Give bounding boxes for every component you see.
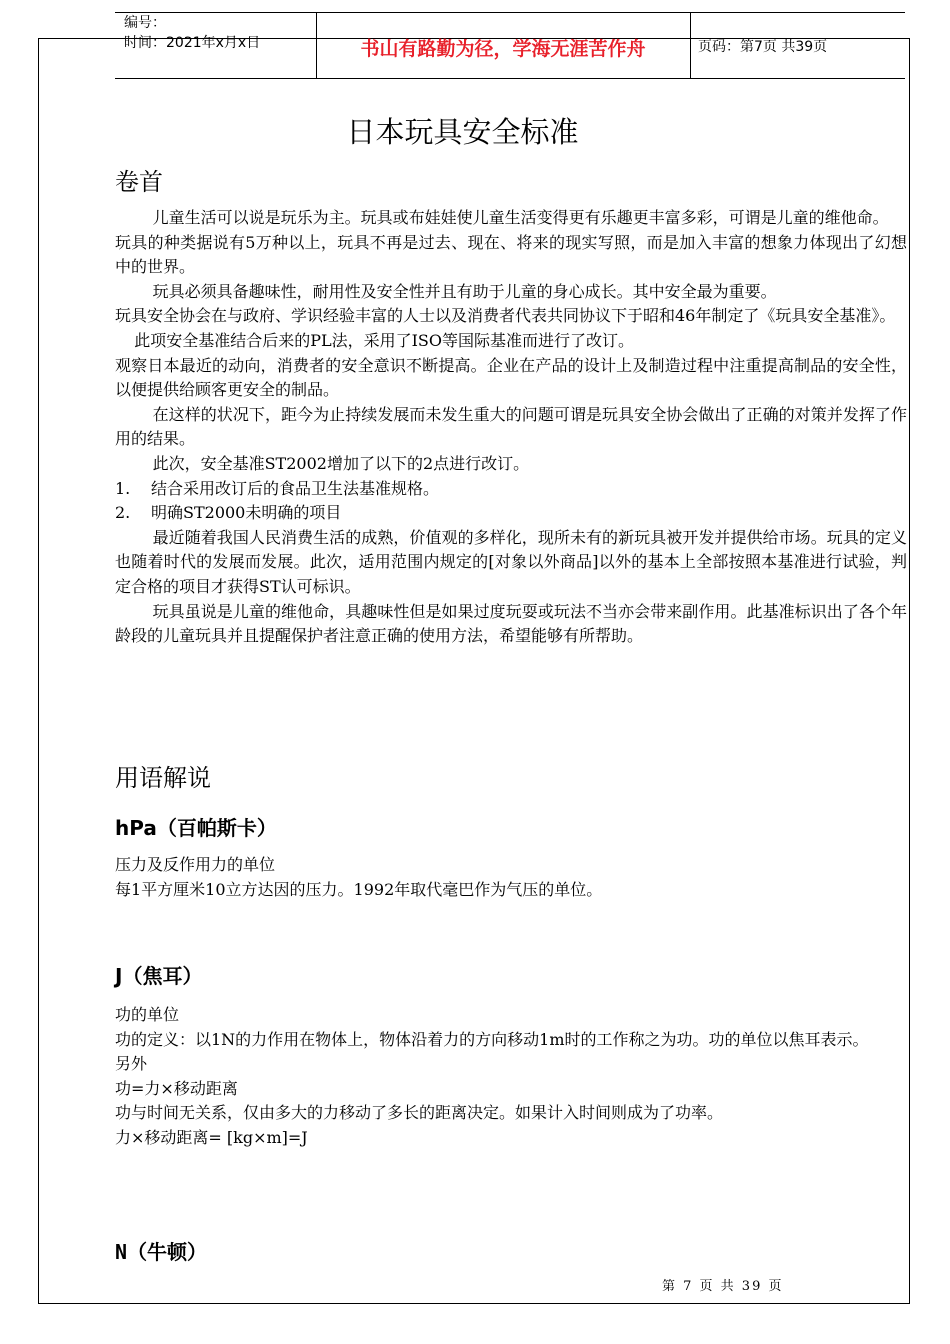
glossary-heading: 用语解说 <box>115 764 211 792</box>
text-line: 功的单位 <box>115 1005 180 1024</box>
list-text: 结合采用改订后的食品卫生法基准规格。 <box>151 478 440 498</box>
list-number: 2. <box>115 503 131 523</box>
document-title: 日本玩具安全标准 <box>346 115 579 149</box>
paragraph: 玩具必须具备趣味性，耐用性及安全性并且有助于儿童的身心成长。其中安全最为重要。 <box>152 281 777 301</box>
text-line: 另外 <box>115 1054 148 1074</box>
paragraph: 此项安全基准结合后来的PL法，采用了ISO等国际基准而进行了改订。 <box>134 330 634 350</box>
header-number-label: 编号： <box>124 15 166 31</box>
paragraph: 观察日本最近的动向，消费者的安全意识不断提高。企业在产品的设计上及制造过程中注重提高制品的安全性，以便提供给顾客更安全的制品。 <box>115 355 907 400</box>
newton-heading: N（牛顿） <box>115 1240 208 1264</box>
text-line: 功的定义：以1N的力作用在物体上，物体沿着力的方向移动1m时的工作称之为功。功的单位以焦耳表示。 <box>115 1029 869 1049</box>
list-item <box>115 477 907 502</box>
header-page-label: 页码：第7页 共39页 <box>698 39 828 55</box>
paragraph: 玩具的种类据说有5万种以上，玩具不再是过去、现在、将来的现实写照，而是加入丰富的想象力体现出了幻想中的世界。 <box>115 232 907 277</box>
header-divider-right <box>690 12 691 78</box>
text-line: 力×移动距离= [kg×m]=J <box>115 1127 308 1147</box>
list-text: 明确ST2000未明确的项目 <box>151 503 342 523</box>
hpa-heading: hPa（百帕斯卡） <box>115 816 277 840</box>
paragraph: 此次，安全基准ST2002增加了以下的2点进行改订。 <box>152 453 530 473</box>
list-item <box>115 501 907 526</box>
text-line: 功与时间无关系，仅由多大的力移动了多长的距离决定。如果计入时间则成为了功率。 <box>115 1103 724 1123</box>
text-line: 压力及反作用力的单位 <box>115 855 276 874</box>
joule-heading: J（焦耳） <box>115 964 203 988</box>
header-bottom-rule <box>115 78 905 79</box>
paragraph: 玩具虽说是儿童的维他命，具趣味性但是如果过度玩耍或玩法不当亦会带来副作用。此基准标识出了各个年龄段的儿童玩具并且提醒保护者注意正确的使用方法，希望能够有所帮助。 <box>115 601 907 646</box>
hpa-body <box>115 853 907 902</box>
paragraph: 最近随着我国人民消费生活的成熟，价值观的多样化，现所未有的新玩具被开发并提供给市场。玩具的定义也随着时代的发展而发展。此次，适用范围内规定的[对象以外商品]以外的基本上全部按照本基准进行试验，判定合格的项目才获得ST认可标识。 <box>115 527 907 596</box>
preface-body <box>115 206 907 649</box>
page-footer: 第 7 页 共 39 页 <box>662 1279 784 1294</box>
preface-heading: 卷首 <box>115 168 163 196</box>
paragraph: 在这样的状况下，距今为止持续发展而未发生重大的问题可谓是玩具安全协会做出了正确的对策并发挥了作用的结果。 <box>115 404 907 449</box>
joule-body <box>115 1003 907 1151</box>
header-time-label: 时间：2021年x月x日 <box>124 35 261 51</box>
text-line: 每1平方厘米10立方达因的压力。1992年取代毫巴作为气压的单位。 <box>115 879 603 899</box>
header-top-rule <box>115 12 905 13</box>
text-line: 功=力×移动距离 <box>115 1078 238 1098</box>
list-number: 1. <box>115 478 131 498</box>
paragraph: 儿童生活可以说是玩乐为主。玩具或布娃娃使儿童生活变得更有乐趣更丰富多彩，可谓是儿童的维他命。 <box>152 208 889 227</box>
paragraph: 玩具安全协会在与政府、学识经验丰富的人士以及消费者代表共同协议下于昭和46年制定了《玩具安全基准》。 <box>115 306 896 326</box>
header-motto: 书山有路勤为径，学海无涯苦作舟 <box>360 38 646 60</box>
